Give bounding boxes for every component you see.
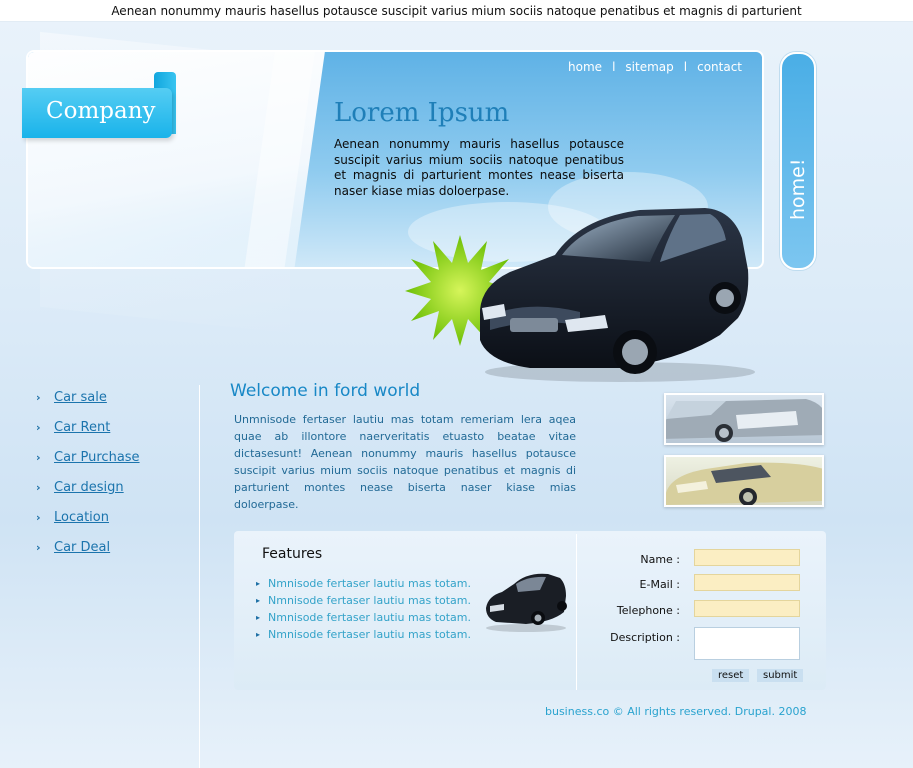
triangle-bullet-icon: ▸ bbox=[256, 613, 261, 622]
feature-text[interactable]: Nmnisode fertaser lautiu mas totam. bbox=[268, 611, 472, 624]
hero-title: Lorem Ipsum bbox=[334, 98, 510, 128]
telephone-label: Telephone : bbox=[616, 604, 680, 617]
features-heading: Features bbox=[262, 546, 323, 562]
sidebar-item-label[interactable]: Car Rent bbox=[54, 419, 111, 435]
chevron-right-icon: › bbox=[36, 480, 41, 494]
list-item[interactable] bbox=[256, 609, 471, 626]
sidebar-navigation bbox=[36, 382, 140, 562]
name-field[interactable] bbox=[694, 549, 800, 566]
car-thumbnail-gold[interactable] bbox=[664, 455, 824, 507]
sidebar-item-car-deal[interactable] bbox=[36, 532, 140, 562]
car-hero-image bbox=[470, 200, 755, 385]
chevron-right-icon: › bbox=[36, 540, 41, 554]
top-navigation bbox=[568, 60, 742, 74]
car-thumbnail-silver[interactable] bbox=[664, 393, 824, 445]
chevron-right-icon: › bbox=[36, 510, 41, 524]
sidebar-item-label[interactable]: Car Deal bbox=[54, 539, 111, 555]
company-logo-text: Company bbox=[46, 98, 156, 124]
email-field[interactable] bbox=[694, 574, 800, 591]
feature-text[interactable]: Nmnisode fertaser lautiu mas totam. bbox=[268, 594, 472, 607]
chevron-right-icon: › bbox=[36, 420, 41, 434]
reset-button[interactable]: reset bbox=[712, 669, 749, 682]
triangle-bullet-icon: ▸ bbox=[256, 596, 261, 605]
triangle-bullet-icon: ▸ bbox=[256, 630, 261, 639]
list-item[interactable] bbox=[256, 592, 471, 609]
nav-sitemap-link[interactable]: sitemap bbox=[625, 60, 674, 74]
name-label: Name : bbox=[640, 553, 680, 566]
submit-button[interactable]: submit bbox=[757, 669, 803, 682]
top-tagline: Aenean nonummy mauris hasellus potausce suscipit varius mium sociis natoque penatibus et magnis di parturient bbox=[0, 0, 913, 22]
feature-text[interactable]: Nmnisode fertaser lautiu mas totam. bbox=[268, 628, 472, 641]
feature-text[interactable]: Nmnisode fertaser lautiu mas totam. bbox=[268, 577, 472, 590]
welcome-heading: Welcome in ford world bbox=[230, 381, 421, 401]
sidebar-item-car-purchase[interactable] bbox=[36, 442, 140, 472]
sidebar-item-label[interactable]: Car design bbox=[54, 479, 124, 495]
welcome-text: Unmnisode fertaser lautiu mas totam remeriam lera aqea quae ab illontore naerveritatis etuasto beatae vitae dictasesunt! Aenean nonummy mauris hasellus potausce suscipit varius mium sociis natoque penatibus et magnis di parturient montes nease biserta naser kiase mias doloerpase. bbox=[234, 413, 576, 511]
nav-separator: l bbox=[683, 60, 688, 74]
sidebar-item-label[interactable]: Car Purchase bbox=[54, 449, 140, 465]
email-label: E-Mail : bbox=[639, 578, 680, 591]
car-thumbnail-image bbox=[666, 395, 822, 443]
features-list bbox=[256, 575, 471, 643]
sidebar-item-label[interactable]: Car sale bbox=[54, 389, 107, 405]
description-field[interactable] bbox=[694, 627, 800, 660]
sidebar-item-car-rent[interactable] bbox=[36, 412, 140, 442]
sidebar-item-car-sale[interactable] bbox=[36, 382, 140, 412]
triangle-bullet-icon: ▸ bbox=[256, 579, 261, 588]
nav-home-link[interactable]: home bbox=[568, 60, 603, 74]
sidebar-item-car-design[interactable] bbox=[36, 472, 140, 502]
chevron-right-icon: › bbox=[36, 390, 41, 404]
list-item[interactable] bbox=[256, 626, 471, 643]
side-home-tab-label bbox=[787, 192, 809, 220]
telephone-field[interactable] bbox=[694, 600, 800, 617]
car-thumbnail-image bbox=[666, 457, 822, 505]
column-divider bbox=[199, 385, 200, 768]
sidebar-item-label[interactable]: Location bbox=[54, 509, 109, 525]
nav-contact-link[interactable]: contact bbox=[697, 60, 742, 74]
car-features-image bbox=[482, 568, 568, 634]
chevron-right-icon: › bbox=[36, 450, 41, 464]
footer-copyright: business.co © All rights reserved. Drupal. 2008 bbox=[545, 705, 807, 718]
list-item[interactable] bbox=[256, 575, 471, 592]
sidebar-item-location[interactable] bbox=[36, 502, 140, 532]
nav-separator: l bbox=[612, 60, 616, 74]
description-label: Description : bbox=[610, 631, 680, 644]
hero-text: Aenean nonummy mauris hasellus potausce suscipit varius mium sociis natoque penatibus et magnis di parturient montes nease biserta naser kiase mias doloerpase. bbox=[334, 137, 624, 198]
